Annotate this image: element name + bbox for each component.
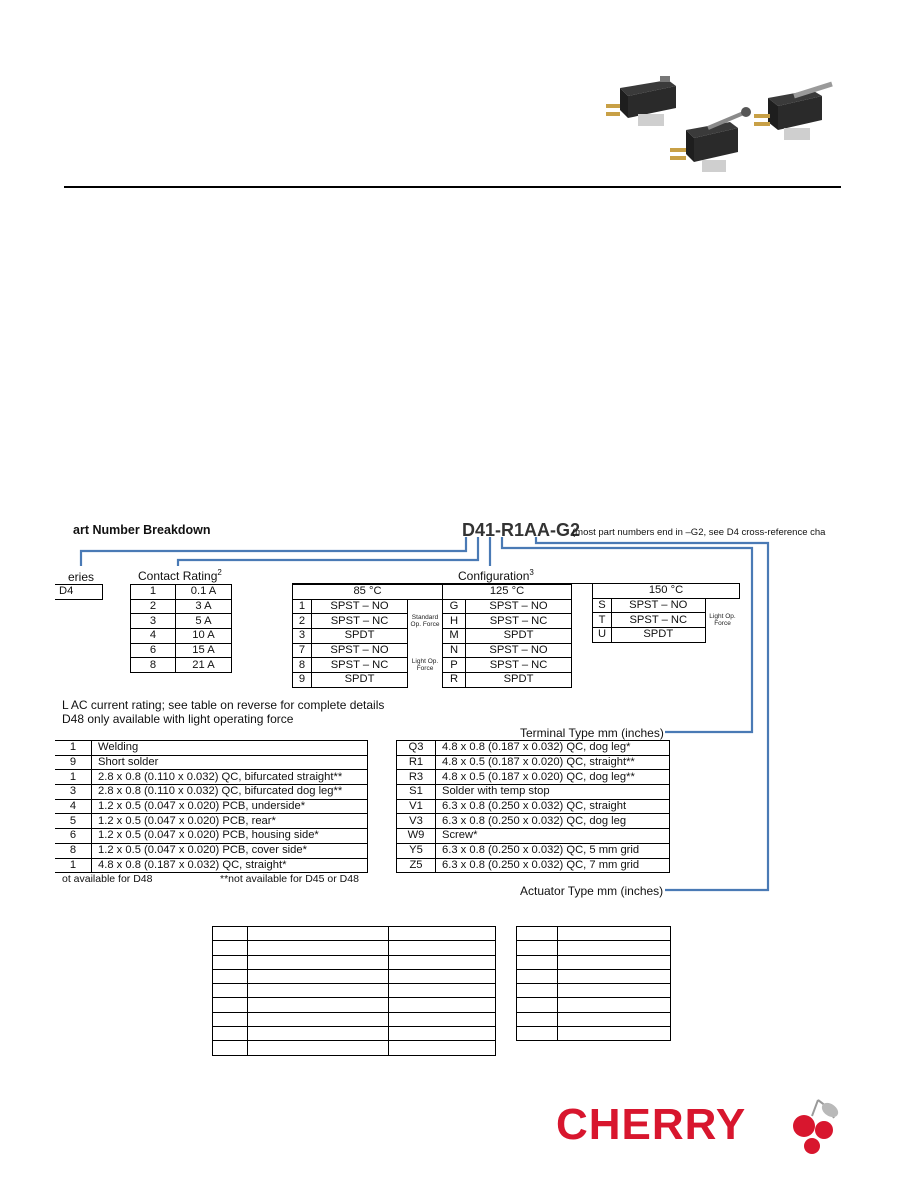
terminal-desc: 4.8 x 0.5 (0.187 x 0.020) QC, straight** — [436, 755, 670, 770]
table-row — [131, 629, 232, 644]
table-row — [397, 755, 670, 770]
config-value: SPDT — [466, 673, 572, 688]
force-label: Light Op. Force — [709, 613, 736, 628]
terminal-code: 1 — [55, 770, 92, 785]
blank-cell — [248, 1041, 389, 1055]
table-row — [131, 599, 232, 614]
blank-cell — [389, 1041, 496, 1055]
rating-value: 3 A — [176, 599, 232, 614]
terminal-desc: 1.2 x 0.5 (0.047 x 0.020) PCB, rear* — [92, 814, 368, 829]
terminal-code: 8 — [55, 843, 92, 858]
table-row — [55, 799, 368, 814]
table-row — [55, 770, 368, 785]
terminal-code: 4 — [55, 799, 92, 814]
configuration-label — [458, 568, 534, 583]
rating-value: 15 A — [176, 643, 232, 658]
config-value: SPST – NC — [466, 658, 572, 673]
table-row — [443, 673, 572, 688]
blank-cell — [213, 927, 248, 941]
blank-cell — [213, 998, 248, 1012]
blank-cell — [248, 998, 389, 1012]
table-row — [443, 658, 572, 673]
blank-cell — [248, 941, 389, 955]
note-3: D48 only available with light operating force — [62, 712, 294, 726]
rating-code: 1 — [131, 585, 176, 600]
terminal-desc: 2.8 x 0.8 (0.110 x 0.032) QC, bifurcated straight** — [92, 770, 368, 785]
blank-cell — [213, 955, 248, 969]
table-row — [397, 843, 670, 858]
table-row — [517, 984, 671, 998]
terminal-desc: 6.3 x 0.8 (0.250 x 0.032) QC, 5 mm grid — [436, 843, 670, 858]
actuator-table-b — [516, 926, 671, 1041]
table-row — [517, 1012, 671, 1026]
config-code: R — [443, 673, 466, 688]
table-row — [397, 829, 670, 844]
table-row — [517, 1027, 671, 1041]
terminal-code: R1 — [397, 755, 436, 770]
blank-cell — [213, 969, 248, 983]
blank-cell — [389, 1027, 496, 1041]
blank-cell — [558, 998, 671, 1012]
blank-cell — [248, 984, 389, 998]
force-label: Light Op. Force — [408, 643, 443, 687]
table-row — [213, 969, 496, 983]
table-row — [443, 629, 572, 644]
table-row — [213, 941, 496, 955]
table-row — [213, 1012, 496, 1026]
blank-cell — [248, 1027, 389, 1041]
rating-code: 8 — [131, 658, 176, 673]
terminal-code: 1 — [55, 741, 92, 756]
terminal-desc: 1.2 x 0.5 (0.047 x 0.020) PCB, housing side* — [92, 829, 368, 844]
table-row — [213, 927, 496, 941]
terminal-desc: Solder with temp stop — [436, 785, 670, 800]
blank-cell — [558, 1012, 671, 1026]
part-code-note: (most part numbers end in –G2, see D4 cross-reference cha — [572, 527, 826, 538]
rating-code: 4 — [131, 629, 176, 644]
table-row — [397, 770, 670, 785]
terminal-desc: 6.3 x 0.8 (0.250 x 0.032) QC, 7 mm grid — [436, 858, 670, 873]
terminal-code: S1 — [397, 785, 436, 800]
blank-cell — [213, 1041, 248, 1055]
actuator-table-a — [212, 926, 496, 1056]
table-row — [55, 843, 368, 858]
config-code: S — [593, 598, 612, 613]
force-label: Standard Op. Force — [408, 599, 443, 643]
blank-cell — [517, 984, 558, 998]
table-row — [55, 741, 368, 756]
terminal-type-label: Terminal Type mm (inches) — [520, 726, 664, 740]
config-code: P — [443, 658, 466, 673]
configuration-sup: 3 — [529, 568, 534, 577]
config-code: G — [443, 599, 466, 614]
blank-cell — [517, 998, 558, 1012]
config-value: SPST – NO — [312, 599, 408, 614]
table-row — [593, 598, 740, 613]
table-row — [55, 858, 368, 873]
blank-cell — [389, 955, 496, 969]
section-title: art Number Breakdown — [73, 523, 211, 537]
config-code: U — [593, 628, 612, 643]
terminal-right-table — [396, 740, 670, 873]
cherry-logo-text: CHERRY — [556, 1100, 747, 1149]
table-row — [293, 599, 443, 614]
terminal-code: 1 — [55, 858, 92, 873]
config-value: SPDT — [312, 629, 408, 644]
config-code: 9 — [293, 673, 312, 688]
config-value: SPST – NO — [312, 643, 408, 658]
note-2: L AC current rating; see table on reverse for complete details — [62, 698, 385, 712]
terminal-desc: 4.8 x 0.5 (0.187 x 0.020) QC, dog leg** — [436, 770, 670, 785]
table-row — [517, 941, 671, 955]
table-row — [397, 858, 670, 873]
config-code: 1 — [293, 599, 312, 614]
rating-code: 6 — [131, 643, 176, 658]
rating-value: 0.1 A — [176, 585, 232, 600]
table-row — [213, 984, 496, 998]
config-code: 3 — [293, 629, 312, 644]
config-code: 2 — [293, 614, 312, 629]
terminal-code: Z5 — [397, 858, 436, 873]
config-code: 7 — [293, 643, 312, 658]
table-row — [397, 814, 670, 829]
config-code: N — [443, 643, 466, 658]
terminal-desc: Screw* — [436, 829, 670, 844]
config-85-table — [292, 584, 443, 688]
config-150-table — [592, 584, 740, 643]
config-value: SPST – NC — [312, 658, 408, 673]
terminal-desc: Welding — [92, 741, 368, 756]
terminal-left-table — [55, 740, 368, 873]
table-row — [397, 741, 670, 756]
blank-cell — [517, 941, 558, 955]
config-code: M — [443, 629, 466, 644]
config-value: SPST – NC — [612, 613, 706, 628]
table-row — [55, 814, 368, 829]
terminal-code: W9 — [397, 829, 436, 844]
terminal-desc: 4.8 x 0.8 (0.187 x 0.032) QC, straight* — [92, 858, 368, 873]
config-value: SPDT — [312, 673, 408, 688]
terminal-code: R3 — [397, 770, 436, 785]
table-row — [131, 614, 232, 629]
terminal-desc: 4.8 x 0.8 (0.187 x 0.032) QC, dog leg* — [436, 741, 670, 756]
config-value: SPST – NO — [466, 599, 572, 614]
series-value: D4 — [55, 585, 103, 600]
temp-85: 85 °C — [293, 585, 443, 600]
terminal-code: 3 — [55, 785, 92, 800]
contact-rating-label-text: Contact Rating — [138, 569, 218, 583]
blank-cell — [389, 1012, 496, 1026]
table-row — [517, 998, 671, 1012]
table-row — [443, 599, 572, 614]
rating-value: 21 A — [176, 658, 232, 673]
contact-rating-sup: 2 — [217, 568, 222, 577]
blank-cell — [517, 969, 558, 983]
config-code: 8 — [293, 658, 312, 673]
cherry-logo-icon — [790, 1096, 844, 1158]
table-row — [55, 829, 368, 844]
terminal-code: 9 — [55, 755, 92, 770]
blank-cell — [248, 955, 389, 969]
configuration-label-text: Configuration — [458, 569, 530, 583]
blank-cell — [558, 927, 671, 941]
table-row — [55, 785, 368, 800]
table-row — [213, 1027, 496, 1041]
blank-cell — [389, 927, 496, 941]
terminal-desc: 6.3 x 0.8 (0.250 x 0.032) QC, dog leg — [436, 814, 670, 829]
blank-cell — [558, 969, 671, 983]
contact-rating-table — [130, 584, 232, 673]
table-row — [213, 955, 496, 969]
config-125-table — [442, 584, 572, 688]
terminal-desc: 6.3 x 0.8 (0.250 x 0.032) QC, straight — [436, 799, 670, 814]
table-row — [517, 927, 671, 941]
table-row — [55, 755, 368, 770]
terminal-code: V3 — [397, 814, 436, 829]
blank-cell — [517, 1027, 558, 1041]
terminal-code: 6 — [55, 829, 92, 844]
blank-cell — [558, 941, 671, 955]
terminal-desc: 2.8 x 0.8 (0.110 x 0.032) QC, bifurcated dog leg** — [92, 785, 368, 800]
blank-cell — [558, 955, 671, 969]
table-row — [443, 614, 572, 629]
series-table — [55, 584, 103, 600]
config-value: SPST – NO — [612, 598, 706, 613]
contact-rating-label — [138, 568, 222, 583]
table-row — [213, 1041, 496, 1055]
terminal-code: Y5 — [397, 843, 436, 858]
table-row — [517, 969, 671, 983]
series-label: eries — [68, 570, 95, 584]
table-row — [213, 998, 496, 1012]
table-row — [443, 643, 572, 658]
blank-cell — [248, 969, 389, 983]
rating-code: 2 — [131, 599, 176, 614]
actuator-type-label: Actuator Type mm (inches) — [520, 884, 664, 898]
table-row — [131, 643, 232, 658]
blank-cell — [389, 969, 496, 983]
blank-cell — [389, 998, 496, 1012]
terminal-footnote-right: **not available for D45 or D48 — [220, 873, 359, 885]
blank-cell — [389, 941, 496, 955]
terminal-desc: 1.2 x 0.5 (0.047 x 0.020) PCB, cover side* — [92, 843, 368, 858]
terminal-code: V1 — [397, 799, 436, 814]
rating-value: 5 A — [176, 614, 232, 629]
config-value: SPST – NO — [466, 643, 572, 658]
blank-cell — [248, 927, 389, 941]
terminal-code: Q3 — [397, 741, 436, 756]
config-code: H — [443, 614, 466, 629]
blank-cell — [248, 1012, 389, 1026]
blank-cell — [213, 1012, 248, 1026]
config-value: SPDT — [466, 629, 572, 644]
blank-cell — [517, 955, 558, 969]
blank-cell — [213, 941, 248, 955]
rating-code: 3 — [131, 614, 176, 629]
table-row — [397, 799, 670, 814]
blank-cell — [213, 984, 248, 998]
temp-125: 125 °C — [443, 585, 572, 600]
rating-value: 10 A — [176, 629, 232, 644]
table-row — [131, 585, 232, 600]
config-code: T — [593, 613, 612, 628]
blank-cell — [558, 1027, 671, 1041]
blank-cell — [558, 984, 671, 998]
terminal-footnote-left: ot available for D48 — [62, 873, 153, 885]
table-row — [131, 658, 232, 673]
terminal-desc: 1.2 x 0.5 (0.047 x 0.020) PCB, underside* — [92, 799, 368, 814]
table-row — [293, 643, 443, 658]
table-row — [397, 785, 670, 800]
config-value: SPST – NC — [312, 614, 408, 629]
terminal-desc: Short solder — [92, 755, 368, 770]
blank-cell — [517, 927, 558, 941]
blank-cell — [213, 1027, 248, 1041]
table-row — [517, 955, 671, 969]
part-code: D41-R1AA-G2 — [462, 520, 581, 540]
blank-cell — [389, 984, 496, 998]
blank-cell — [517, 1012, 558, 1026]
config-value: SPST – NC — [466, 614, 572, 629]
terminal-code: 5 — [55, 814, 92, 829]
config-value: SPDT — [612, 628, 706, 643]
temp-150: 150 °C — [593, 584, 740, 598]
